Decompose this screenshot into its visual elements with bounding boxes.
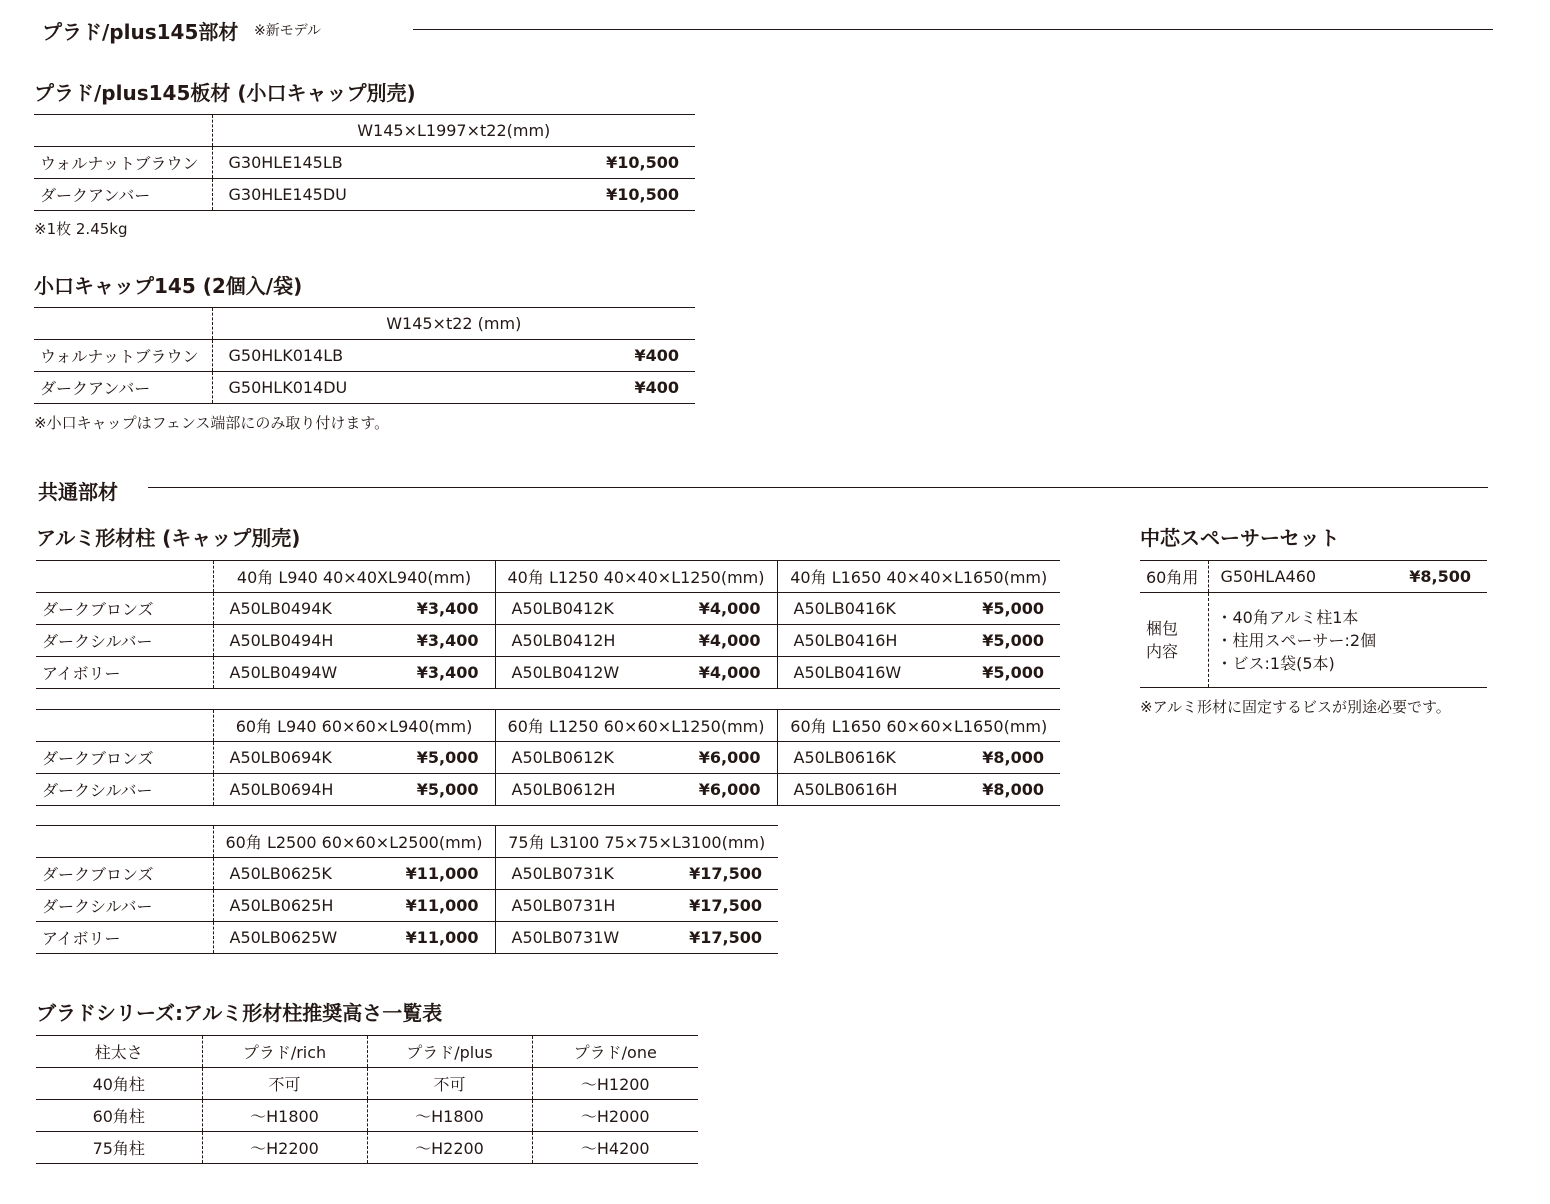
size-header: 60角 L1650 60×60×L1650(mm) [777,710,1060,742]
cap-section-title: 小口キャップ145 (2個入/袋) [34,274,303,298]
color-cell: ダークアンバー [34,372,212,404]
posts-table-long [36,825,778,954]
column-header: プラド/one [532,1036,698,1068]
code-cell: A50LB0616K [777,742,947,774]
size-header: 60角 L940 60×60×L940(mm) [213,710,495,742]
size-header: 60角 L1250 60×60×L1250(mm) [495,710,777,742]
height-cell: 〜H1800 [367,1100,532,1132]
price-cell: ¥5,000 [947,593,1060,625]
column-header: プラド/plus [367,1036,532,1068]
page-title: プラド/plus145部材 [42,20,239,44]
code-cell: A50LB0416K [777,593,947,625]
height-cell: 〜H2200 [202,1132,367,1164]
table-header-row [34,308,695,340]
heights-section-title: ブラドシリーズ:アルミ形材柱推奨高さ一覧表 [36,1001,443,1025]
price-cell: ¥3,400 [383,625,495,657]
price-cell: ¥4,000 [665,625,777,657]
code-cell: A50LB0625K [213,858,383,890]
post-size-cell: 75角柱 [36,1132,202,1164]
table-row [1140,561,1487,593]
table-row [36,625,1060,657]
table-header-row [36,826,778,858]
price-cell: ¥17,500 [665,858,778,890]
table-header-row [36,1036,698,1068]
table-header-row [34,115,695,147]
title-divider [413,29,1493,30]
price-cell: ¥17,500 [665,922,778,954]
pack-label-cell [1140,593,1208,688]
color-cell: ダークブロンズ [36,593,213,625]
size-header: 40角 L1650 40×40×L1650(mm) [777,561,1060,593]
price-cell: ¥8,000 [947,774,1060,806]
height-cell: 〜H4200 [532,1132,698,1164]
spacer-use-cell: 60角用 [1140,561,1208,593]
pack-label-line-1: 梱包 [1146,619,1179,638]
code-cell: A50LB0731H [495,890,665,922]
code-cell: A50LB0616H [777,774,947,806]
price-cell: ¥400 [512,372,695,404]
common-section-title: 共通部材 [38,480,118,504]
code-cell: G50HLK014LB [212,340,512,372]
code-cell: A50LB0731K [495,858,665,890]
heights-table [36,1035,698,1164]
height-cell: 不可 [202,1068,367,1100]
code-cell: A50LB0412K [495,593,665,625]
code-cell: G30HLE145DU [212,179,512,211]
size-header: 40角 L940 40×40XL940(mm) [213,561,495,593]
color-cell: ダークシルバー [36,625,213,657]
price-cell: ¥5,000 [383,774,495,806]
color-cell: ダークアンバー [34,179,212,211]
table-row [36,774,1060,806]
table-row [34,147,695,179]
posts-section-title: アルミ形材柱 (キャップ別売) [36,526,301,550]
post-size-cell: 40角柱 [36,1068,202,1100]
code-cell: A50LB0731W [495,922,665,954]
pack-contents-cell [1208,593,1487,688]
color-cell: ウォルナットブラウン [34,340,212,372]
board-size-header: W145×L1997×t22(mm) [212,115,695,147]
price-cell: ¥10,500 [512,179,695,211]
code-cell: A50LB0612K [495,742,665,774]
table-row [36,890,778,922]
code-cell: A50LB0494W [213,657,383,689]
table-row [36,657,1060,689]
code-cell: A50LB0416W [777,657,947,689]
cap-table [34,307,695,404]
table-header-row [36,561,1060,593]
price-cell: ¥11,000 [383,858,495,890]
spacer-table [1140,560,1487,688]
code-cell: G50HLK014DU [212,372,512,404]
price-cell: ¥11,000 [383,922,495,954]
pack-content-item: ・40角アルミ柱1本 [1216,607,1359,627]
price-cell: ¥3,400 [383,593,495,625]
post-size-cell: 60角柱 [36,1100,202,1132]
column-header: 柱太さ [36,1036,202,1068]
price-cell: ¥5,000 [947,657,1060,689]
code-cell: A50LB0416H [777,625,947,657]
size-header: 40角 L1250 40×40×L1250(mm) [495,561,777,593]
code-cell: G30HLE145LB [212,147,512,179]
table-row [34,372,695,404]
board-table [34,114,695,211]
code-cell: A50LB0494K [213,593,383,625]
table-row [36,1132,698,1164]
board-section-title: プラド/plus145板材 (小口キャップ別売) [34,81,416,105]
price-cell: ¥6,000 [665,774,777,806]
height-cell: 〜H2200 [367,1132,532,1164]
spacer-section-title: 中芯スペーサーセット [1140,526,1340,550]
cap-note: ※小口キャップはフェンス端部にのみ取り付けます。 [34,414,390,432]
price-cell: ¥3,400 [383,657,495,689]
posts-table-60 [36,709,1060,806]
table-row [36,1068,698,1100]
color-cell: ダークブロンズ [36,742,213,774]
code-cell: A50LB0694H [213,774,383,806]
price-cell: ¥11,000 [383,890,495,922]
pack-content-item: ・ビス:1袋(5本) [1216,653,1335,673]
size-header: 75角 L3100 75×75×L3100(mm) [495,826,778,858]
table-row [36,858,778,890]
table-row [36,922,778,954]
height-cell: 〜H1200 [532,1068,698,1100]
board-note: ※1枚 2.45kg [34,220,128,238]
table-row [36,1100,698,1132]
code-cell: A50LB0412W [495,657,665,689]
table-header-row [36,710,1060,742]
table-row [36,742,1060,774]
height-cell: 〜H1800 [202,1100,367,1132]
price-cell: ¥400 [512,340,695,372]
height-cell: 〜H2000 [532,1100,698,1132]
code-cell: A50LB0625H [213,890,383,922]
code-cell: A50LB0694K [213,742,383,774]
color-cell: アイボリー [36,657,213,689]
table-row [34,340,695,372]
page-subtitle: ※新モデル [254,23,322,39]
cap-size-header: W145×t22 (mm) [212,308,695,340]
price-cell: ¥10,500 [512,147,695,179]
color-cell: ダークブロンズ [36,858,213,890]
price-cell: ¥5,000 [383,742,495,774]
spacer-note: ※アルミ形材に固定するビスが別途必要です。 [1140,698,1451,716]
height-cell: 不可 [367,1068,532,1100]
color-cell: ダークシルバー [36,890,213,922]
code-cell: A50LB0412H [495,625,665,657]
price-cell: ¥6,000 [665,742,777,774]
price-cell: ¥4,000 [665,657,777,689]
table-row [1140,593,1487,688]
price-cell: ¥4,000 [665,593,777,625]
column-header: プラド/rich [202,1036,367,1068]
table-row [34,179,695,211]
spacer-price-cell: ¥8,500 [1353,561,1487,593]
price-cell: ¥8,000 [947,742,1060,774]
price-cell: ¥17,500 [665,890,778,922]
code-cell: A50LB0612H [495,774,665,806]
code-cell: A50LB0494H [213,625,383,657]
price-cell: ¥5,000 [947,625,1060,657]
pack-content-item: ・柱用スペーサー:2個 [1216,630,1377,650]
color-cell: ダークシルバー [36,774,213,806]
table-row [36,593,1060,625]
code-cell: A50LB0625W [213,922,383,954]
color-cell: アイボリー [36,922,213,954]
posts-table-40 [36,560,1060,689]
common-divider [148,487,1488,488]
color-cell: ウォルナットブラウン [34,147,212,179]
spacer-code-cell: G50HLA460 [1208,561,1353,593]
size-header: 60角 L2500 60×60×L2500(mm) [213,826,495,858]
pack-label-line-2: 内容 [1146,642,1179,661]
